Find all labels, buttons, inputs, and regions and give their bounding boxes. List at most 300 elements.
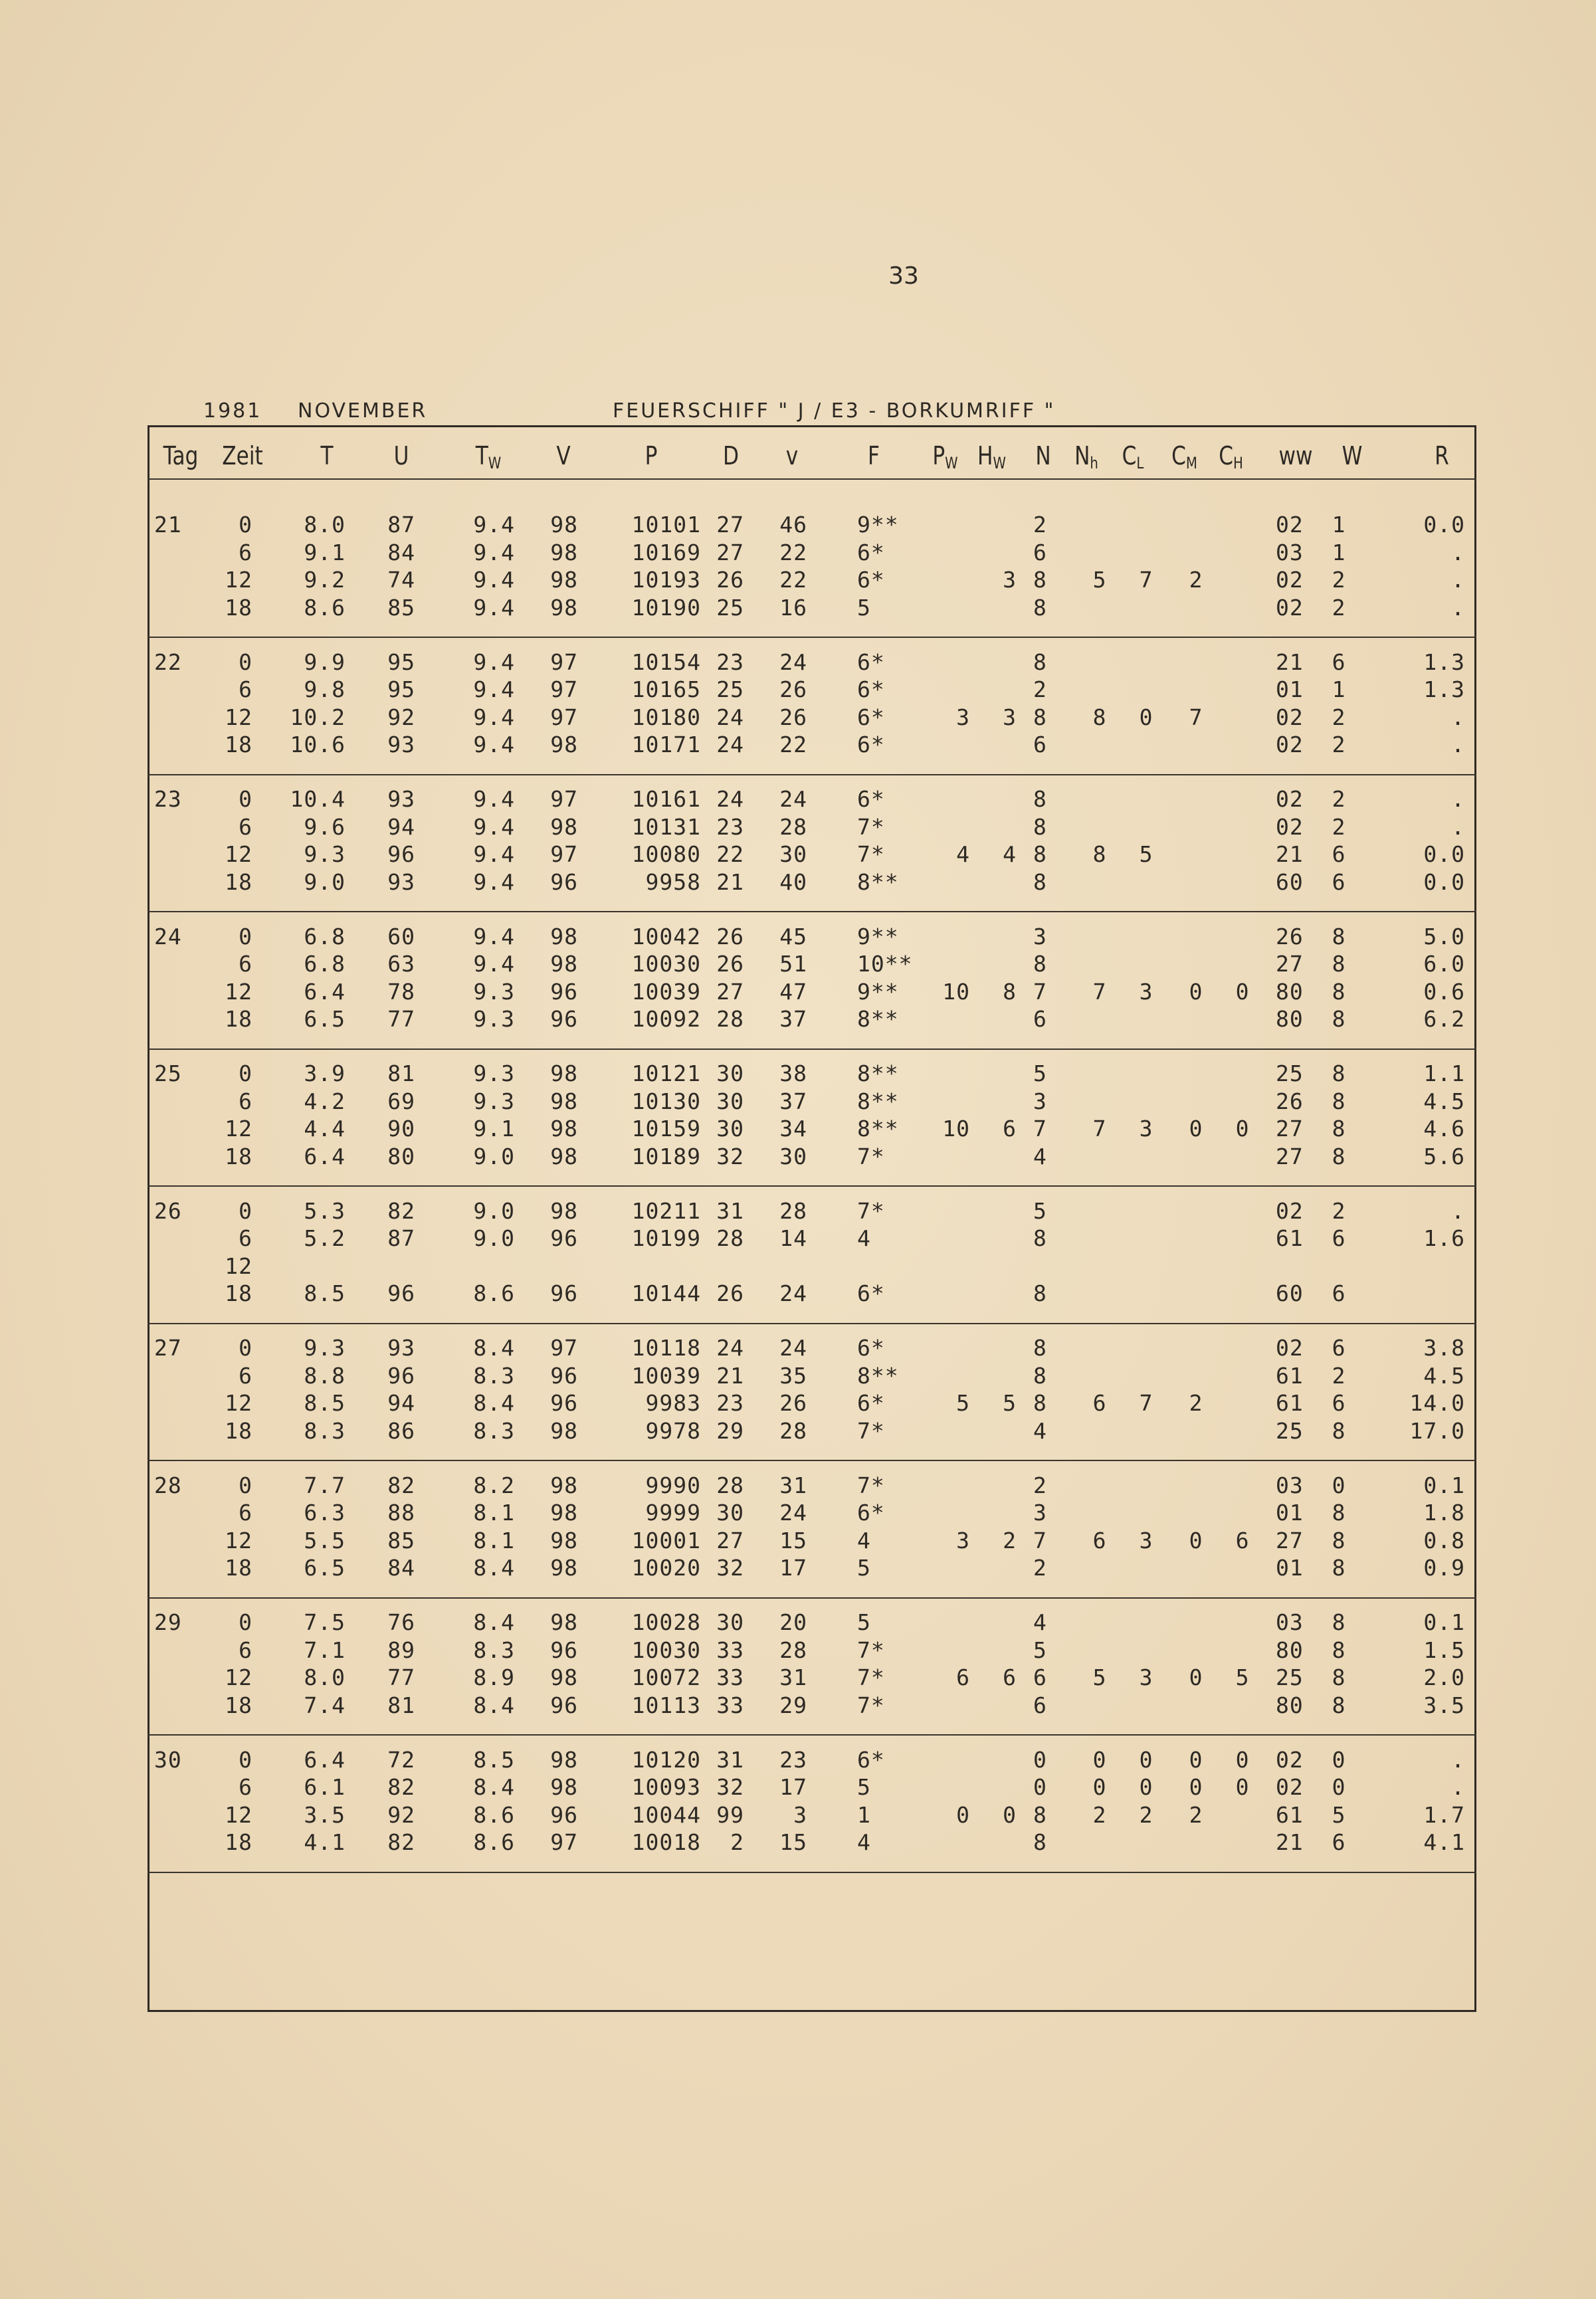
cell-f: 6*: [857, 732, 885, 757]
cell-u: 85: [387, 594, 415, 621]
cell-d: 24: [716, 704, 744, 730]
cell-v: 22: [779, 567, 807, 593]
cell-u: 74: [387, 567, 415, 593]
cell-u: 87: [387, 512, 415, 538]
cell-d: 28: [716, 1472, 744, 1498]
cell-w: 8: [1332, 951, 1346, 977]
column-header-v: V: [556, 441, 571, 470]
day-separator: [148, 1460, 1476, 1461]
cell-d: 33: [716, 1664, 744, 1690]
cell-ww: 60: [1276, 1280, 1304, 1306]
column-header-n: N: [1035, 441, 1051, 470]
cell-ww: 80: [1276, 1637, 1304, 1663]
cell-v: 26: [779, 704, 807, 730]
cell-ww: 02: [1276, 567, 1304, 593]
cell-zeit: 12: [225, 704, 252, 730]
cell-v: 98: [550, 813, 578, 840]
cell-ww: 61: [1276, 1390, 1304, 1416]
cell-t: 4.2: [304, 1088, 346, 1114]
cell-cm: 2: [1189, 1801, 1203, 1828]
cell-v: 15: [779, 1527, 807, 1553]
cell-tw: 9.4: [473, 951, 515, 977]
cell-t: 8.5: [304, 1390, 346, 1416]
day-label: 23: [154, 786, 182, 812]
cell-v: 98: [550, 1527, 578, 1553]
cell-d: 31: [716, 1746, 744, 1773]
cell-cl: 0: [1139, 704, 1153, 730]
cell-v: 98: [550, 732, 578, 757]
cell-t: 6.4: [304, 1746, 346, 1773]
cell-hw: 2: [1003, 1527, 1017, 1553]
cell-u: 80: [387, 1143, 415, 1169]
cell-n: 2: [1033, 1555, 1047, 1581]
cell-ww: 60: [1276, 868, 1304, 895]
cell-n: 5: [1033, 1060, 1047, 1086]
cell-n: 5: [1033, 1197, 1047, 1224]
cell-n: 8: [1033, 1362, 1047, 1389]
cell-n: 8: [1033, 1829, 1047, 1855]
cell-p: 10161: [631, 786, 701, 812]
cell-tw: 9.4: [473, 594, 515, 621]
cell-r: 14.0: [1409, 1390, 1465, 1416]
cell-nh: 0: [1092, 1774, 1107, 1800]
cell-cl: 0: [1139, 1746, 1153, 1773]
cell-ww: 21: [1276, 649, 1304, 675]
cell-u: 96: [387, 841, 415, 867]
cell-v: 98: [550, 951, 578, 977]
cell-ch: 6: [1235, 1527, 1250, 1553]
cell-zeit: 0: [239, 512, 252, 538]
cell-u: 78: [387, 978, 415, 1005]
cell-r: 1.3: [1423, 676, 1465, 702]
cell-zeit: 18: [225, 1692, 252, 1718]
day-label: 24: [154, 923, 182, 950]
cell-cl: 5: [1139, 841, 1153, 867]
cell-ww: 21: [1276, 841, 1304, 867]
cell-d: 30: [716, 1060, 744, 1086]
cell-d: 26: [716, 1280, 744, 1306]
cell-zeit: 6: [239, 1500, 252, 1526]
cell-p: 10199: [631, 1225, 701, 1251]
cell-n: 8: [1033, 1390, 1047, 1416]
cell-p: 9958: [645, 868, 701, 895]
cell-pw: 10: [942, 978, 970, 1005]
cell-f: 4: [857, 1829, 871, 1855]
cell-u: 81: [387, 1692, 415, 1718]
cell-hw: 5: [1003, 1390, 1017, 1416]
day-label: 21: [154, 512, 182, 538]
cell-zeit: 12: [225, 1527, 252, 1553]
cell-r: .: [1451, 704, 1465, 730]
cell-v: 98: [550, 1060, 578, 1086]
cell-ww: 02: [1276, 732, 1304, 757]
cell-d: 21: [716, 868, 744, 895]
cell-n: 0: [1033, 1746, 1047, 1773]
cell-ww: 02: [1276, 1746, 1304, 1773]
cell-v: 96: [550, 1225, 578, 1251]
cell-d: 32: [716, 1555, 744, 1581]
cell-v: 98: [550, 1664, 578, 1690]
cell-p: 10154: [631, 649, 701, 675]
cell-nh: 5: [1092, 567, 1107, 593]
cell-tw: 9.4: [473, 786, 515, 812]
cell-v: 26: [779, 676, 807, 702]
cell-r: 5.6: [1423, 1143, 1465, 1169]
cell-v: 96: [550, 1390, 578, 1416]
cell-v: 31: [779, 1472, 807, 1498]
cell-w: 2: [1332, 594, 1346, 621]
cell-v: 47: [779, 978, 807, 1005]
cell-v: 28: [779, 813, 807, 840]
cell-u: 84: [387, 539, 415, 565]
cell-r: .: [1451, 1197, 1465, 1224]
cell-w: 8: [1332, 1088, 1346, 1114]
cell-pw: 4: [956, 841, 970, 867]
cell-f: 5: [857, 1774, 871, 1800]
cell-p: 10189: [631, 1143, 701, 1169]
cell-tw: 9.4: [473, 813, 515, 840]
cell-p: 10101: [631, 512, 701, 538]
cell-tw: 9.0: [473, 1197, 515, 1224]
cell-v: 96: [550, 1362, 578, 1389]
cell-t: 4.1: [304, 1829, 346, 1855]
cell-v: 96: [550, 1280, 578, 1306]
cell-cm: 2: [1189, 567, 1203, 593]
cell-v: 23: [779, 1746, 807, 1773]
cell-p: 10118: [631, 1335, 701, 1361]
cell-v: 96: [550, 868, 578, 895]
cell-p: 10144: [631, 1280, 701, 1306]
cell-t: 3.5: [304, 1801, 346, 1828]
cell-t: 5.5: [304, 1527, 346, 1553]
cell-tw: 8.6: [473, 1280, 515, 1306]
cell-zeit: 18: [225, 1143, 252, 1169]
cell-v: 24: [779, 1500, 807, 1526]
cell-p: 10018: [631, 1829, 701, 1855]
cell-v: 98: [550, 1774, 578, 1800]
cell-u: 82: [387, 1472, 415, 1498]
cell-r: 1.3: [1423, 649, 1465, 675]
cell-v: 28: [779, 1197, 807, 1224]
cell-d: 28: [716, 1225, 744, 1251]
cell-v: 16: [779, 594, 807, 621]
cell-d: 27: [716, 978, 744, 1005]
cell-v: 30: [779, 841, 807, 867]
cell-ww: 25: [1276, 1664, 1304, 1690]
cell-ch: 0: [1235, 1116, 1250, 1142]
cell-w: 0: [1332, 1472, 1346, 1498]
cell-r: 17.0: [1409, 1417, 1465, 1444]
cell-f: 6*: [857, 567, 885, 593]
cell-d: 22: [716, 841, 744, 867]
cell-tw: 8.3: [473, 1362, 515, 1389]
cell-f: 9**: [857, 978, 899, 1005]
cell-n: 8: [1033, 1280, 1047, 1306]
cell-f: 9**: [857, 923, 899, 950]
cell-r: 0.1: [1423, 1609, 1465, 1635]
day-separator: [148, 637, 1476, 638]
cell-t: 8.5: [304, 1280, 346, 1306]
cell-p: 10165: [631, 676, 701, 702]
cell-zeit: 0: [239, 1609, 252, 1635]
cell-d: 26: [716, 923, 744, 950]
cell-t: 4.4: [304, 1116, 346, 1142]
cell-r: 1.1: [1423, 1060, 1465, 1086]
cell-t: 9.2: [304, 567, 346, 593]
cell-tw: 8.3: [473, 1417, 515, 1444]
cell-v: 26: [779, 1390, 807, 1416]
cell-v: 98: [550, 1500, 578, 1526]
cell-u: 77: [387, 1664, 415, 1690]
cell-t: 10.2: [290, 704, 346, 730]
cell-w: 1: [1332, 539, 1346, 565]
cell-u: 69: [387, 1088, 415, 1114]
cell-ww: 80: [1276, 978, 1304, 1005]
cell-p: 10028: [631, 1609, 701, 1635]
cell-nh: 7: [1092, 1116, 1107, 1142]
cell-t: 5.3: [304, 1197, 346, 1224]
cell-ww: 80: [1276, 1006, 1304, 1032]
cell-pw: 0: [956, 1801, 970, 1828]
cell-f: 4: [857, 1225, 871, 1251]
cell-f: 6*: [857, 1280, 885, 1306]
cell-p: 9990: [645, 1472, 701, 1498]
cell-t: 8.6: [304, 594, 346, 621]
cell-f: 6*: [857, 1500, 885, 1526]
cell-cm: 0: [1189, 1746, 1203, 1773]
cell-pw: 10: [942, 1116, 970, 1142]
cell-v: 30: [779, 1143, 807, 1169]
cell-n: 4: [1033, 1417, 1047, 1444]
cell-zeit: 6: [239, 676, 252, 702]
cell-r: 2.0: [1423, 1664, 1465, 1690]
cell-v: 29: [779, 1692, 807, 1718]
cell-v: 98: [550, 594, 578, 621]
day-separator: [148, 1185, 1476, 1187]
cell-ww: 25: [1276, 1060, 1304, 1086]
cell-n: 8: [1033, 813, 1047, 840]
cell-d: 21: [716, 1362, 744, 1389]
cell-d: 24: [716, 1335, 744, 1361]
cell-w: 8: [1332, 1664, 1346, 1690]
cell-u: 87: [387, 1225, 415, 1251]
cell-tw: 9.4: [473, 512, 515, 538]
cell-p: 9978: [645, 1417, 701, 1444]
cell-ch: 0: [1235, 978, 1250, 1005]
cell-zeit: 6: [239, 1088, 252, 1114]
cell-w: 2: [1332, 813, 1346, 840]
cell-p: 10093: [631, 1774, 701, 1800]
day-separator: [148, 1049, 1476, 1050]
cell-tw: 8.1: [473, 1527, 515, 1553]
cell-v: 3: [793, 1801, 807, 1828]
cell-pw: 5: [956, 1390, 970, 1416]
cell-v: 96: [550, 978, 578, 1005]
cell-f: 7*: [857, 1637, 885, 1663]
cell-t: 6.4: [304, 1143, 346, 1169]
cell-w: 6: [1332, 1829, 1346, 1855]
day-label: 25: [154, 1060, 182, 1086]
cell-ww: 26: [1276, 1088, 1304, 1114]
cell-r: 1.6: [1423, 1225, 1465, 1251]
cell-pw: 6: [956, 1664, 970, 1690]
cell-t: 9.0: [304, 868, 346, 895]
cell-w: 8: [1332, 1692, 1346, 1718]
cell-u: 76: [387, 1609, 415, 1635]
cell-d: 27: [716, 539, 744, 565]
cell-tw: 8.4: [473, 1335, 515, 1361]
cell-ww: 02: [1276, 512, 1304, 538]
cell-u: 94: [387, 1390, 415, 1416]
cell-tw: 8.4: [473, 1555, 515, 1581]
column-header-w: W: [1342, 441, 1363, 470]
cell-d: 25: [716, 676, 744, 702]
cell-v: 98: [550, 539, 578, 565]
cell-v: 98: [550, 1472, 578, 1498]
header-year: 1981: [203, 399, 262, 423]
cell-nh: 6: [1092, 1527, 1107, 1553]
cell-w: 6: [1332, 1390, 1346, 1416]
cell-f: 8**: [857, 1006, 899, 1032]
cell-n: 8: [1033, 786, 1047, 812]
cell-w: 8: [1332, 1555, 1346, 1581]
cell-tw: 8.3: [473, 1637, 515, 1663]
cell-v: 14: [779, 1225, 807, 1251]
cell-ww: 01: [1276, 1500, 1304, 1526]
cell-d: 27: [716, 1527, 744, 1553]
cell-n: 3: [1033, 923, 1047, 950]
cell-tw: 9.4: [473, 841, 515, 867]
cell-n: 2: [1033, 1472, 1047, 1498]
cell-v: 98: [550, 1088, 578, 1114]
cell-zeit: 12: [225, 841, 252, 867]
cell-tw: 8.6: [473, 1829, 515, 1855]
cell-f: 9**: [857, 512, 899, 538]
cell-p: 10039: [631, 1362, 701, 1389]
cell-r: 1.5: [1423, 1637, 1465, 1663]
cell-cl: 3: [1139, 978, 1153, 1005]
cell-hw: 3: [1003, 567, 1017, 593]
day-label: 26: [154, 1197, 182, 1224]
cell-n: 2: [1033, 512, 1047, 538]
cell-ww: 25: [1276, 1417, 1304, 1444]
cell-r: .: [1451, 539, 1465, 565]
cell-p: 10039: [631, 978, 701, 1005]
cell-n: 7: [1033, 978, 1047, 1005]
cell-p: 10044: [631, 1801, 701, 1828]
cell-w: 6: [1332, 868, 1346, 895]
cell-v: 24: [779, 786, 807, 812]
cell-d: 23: [716, 813, 744, 840]
cell-ch: 0: [1235, 1746, 1250, 1773]
cell-u: 82: [387, 1774, 415, 1800]
cell-u: 77: [387, 1006, 415, 1032]
column-header-cl: $C_L$: [1122, 441, 1144, 472]
cell-d: 99: [716, 1801, 744, 1828]
cell-f: 7*: [857, 1143, 885, 1169]
cell-t: 9.3: [304, 1335, 346, 1361]
cell-w: 8: [1332, 1006, 1346, 1032]
cell-w: 2: [1332, 567, 1346, 593]
cell-hw: 6: [1003, 1116, 1017, 1142]
cell-ww: 26: [1276, 923, 1304, 950]
cell-n: 8: [1033, 649, 1047, 675]
cell-r: 6.0: [1423, 951, 1465, 977]
cell-cm: 0: [1189, 1774, 1203, 1800]
cell-zeit: 6: [239, 1774, 252, 1800]
cell-tw: 8.5: [473, 1746, 515, 1773]
cell-v: 17: [779, 1555, 807, 1581]
cell-n: 8: [1033, 704, 1047, 730]
cell-hw: 3: [1003, 704, 1017, 730]
cell-t: 9.1: [304, 539, 346, 565]
cell-nh: 5: [1092, 1664, 1107, 1690]
cell-ww: 03: [1276, 1472, 1304, 1498]
cell-t: 10.4: [290, 786, 346, 812]
header-station: FEUERSCHIFF " J / E3 - BORKUMRIFF ": [613, 399, 1056, 423]
cell-f: 7*: [857, 1664, 885, 1690]
day-label: 29: [154, 1609, 182, 1635]
cell-v: 96: [550, 1006, 578, 1032]
cell-t: 6.8: [304, 923, 346, 950]
cell-u: 96: [387, 1280, 415, 1306]
cell-t: 6.5: [304, 1006, 346, 1032]
cell-ww: 02: [1276, 1774, 1304, 1800]
cell-u: 84: [387, 1555, 415, 1581]
cell-n: 4: [1033, 1609, 1047, 1635]
cell-pw: 3: [956, 704, 970, 730]
cell-d: 33: [716, 1692, 744, 1718]
cell-t: 9.6: [304, 813, 346, 840]
cell-v: 51: [779, 951, 807, 977]
cell-t: 9.9: [304, 649, 346, 675]
cell-f: 8**: [857, 1116, 899, 1142]
cell-zeit: 18: [225, 1417, 252, 1444]
column-header-p: P: [645, 441, 658, 470]
cell-f: 7*: [857, 841, 885, 867]
cell-v: 97: [550, 1335, 578, 1361]
cell-f: 6*: [857, 676, 885, 702]
cell-zeit: 0: [239, 1472, 252, 1498]
cell-tw: 9.3: [473, 1006, 515, 1032]
cell-tw: 9.4: [473, 649, 515, 675]
cell-n: 8: [1033, 951, 1047, 977]
cell-f: 10**: [857, 951, 913, 977]
cell-v: 46: [779, 512, 807, 538]
cell-cl: 3: [1139, 1116, 1153, 1142]
cell-t: 10.6: [290, 732, 346, 757]
cell-r: 3.8: [1423, 1335, 1465, 1361]
cell-p: 10193: [631, 567, 701, 593]
page-number: 33: [888, 262, 919, 290]
cell-nh: 6: [1092, 1390, 1107, 1416]
cell-f: 6*: [857, 649, 885, 675]
cell-zeit: 12: [225, 567, 252, 593]
cell-p: 10121: [631, 1060, 701, 1086]
cell-f: 7*: [857, 1692, 885, 1718]
column-header-u: U: [393, 441, 409, 470]
cell-tw: 9.4: [473, 923, 515, 950]
cell-cl: 7: [1139, 567, 1153, 593]
cell-u: 90: [387, 1116, 415, 1142]
cell-r: 0.0: [1423, 512, 1465, 538]
cell-w: 1: [1332, 512, 1346, 538]
cell-v: 15: [779, 1829, 807, 1855]
cell-cm: 7: [1189, 704, 1203, 730]
cell-v: 98: [550, 512, 578, 538]
cell-w: 8: [1332, 1143, 1346, 1169]
cell-r: 5.0: [1423, 923, 1465, 950]
